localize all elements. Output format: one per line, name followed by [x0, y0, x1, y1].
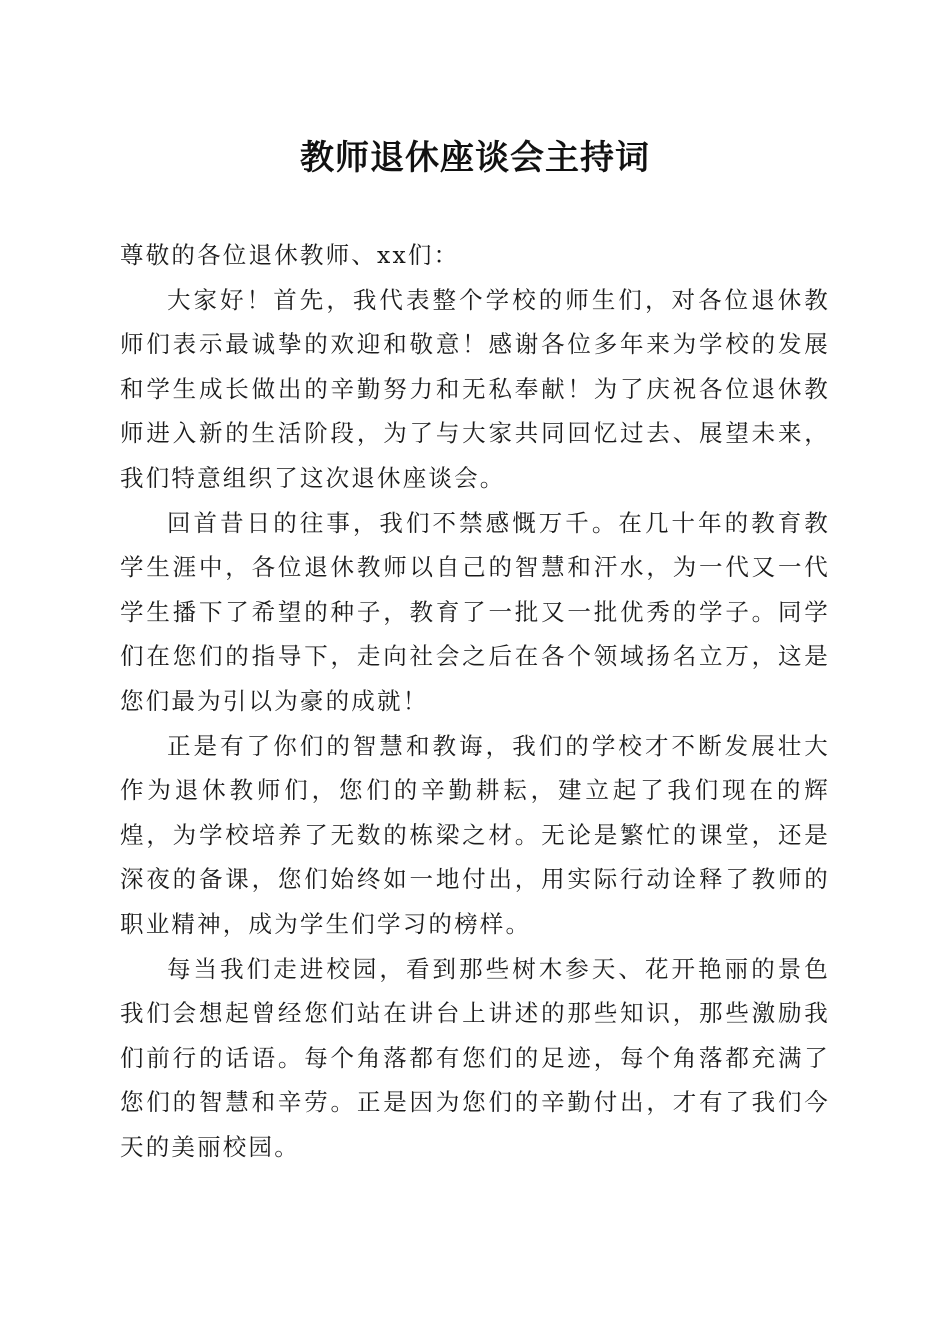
document-title: 教师退休座谈会主持词	[300, 138, 650, 178]
paragraph: 大家好！首先，我代表整个学校的师生们，对各位退休教师们表示最诚挚的欢迎和敬意！感谢各位多年来为学校的发展和学生成长做出的辛勤努力和无私奉献！为了庆祝各位退休教师进入新的生活阶段，为了与大家共同回忆过去、展望未来，我们特意组织了这次退休座谈会。	[120, 285, 830, 492]
paragraph: 每当我们走进校园，看到那些树木参天、花开艳丽的景色我们会想起曾经您们站在讲台上讲述的那些知识，那些激励我们前行的话语。每个角落都有您们的足迹，每个角落都充满了您们的智慧和辛劳。正是因为您们的辛勤付出，才有了我们今天的美丽校园。	[120, 954, 830, 1161]
paragraph: 回首昔日的往事，我们不禁感慨万千。在几十年的教育教学生涯中，各位退休教师以自己的智慧和汗水，为一代又一代学生播下了希望的种子，教育了一批又一批优秀的学子。同学们在您们的指导下，走向社会之后在各个领域扬名立万，这是您们最为引以为豪的成就！	[120, 508, 830, 715]
document-body	[120, 233, 830, 1169]
salutation: 尊敬的各位退休教师、xx们：	[120, 241, 460, 269]
paragraph: 正是有了你们的智慧和教诲，我们的学校才不断发展壮大作为退休教师们，您们的辛勤耕耘，建立起了我们现在的辉煌，为学校培养了无数的栋梁之材。无论是繁忙的课堂，还是深夜的备课，您们始终如一地付出，用实际行动诠释了教师的职业精神，成为学生们学习的榜样。	[120, 731, 830, 938]
